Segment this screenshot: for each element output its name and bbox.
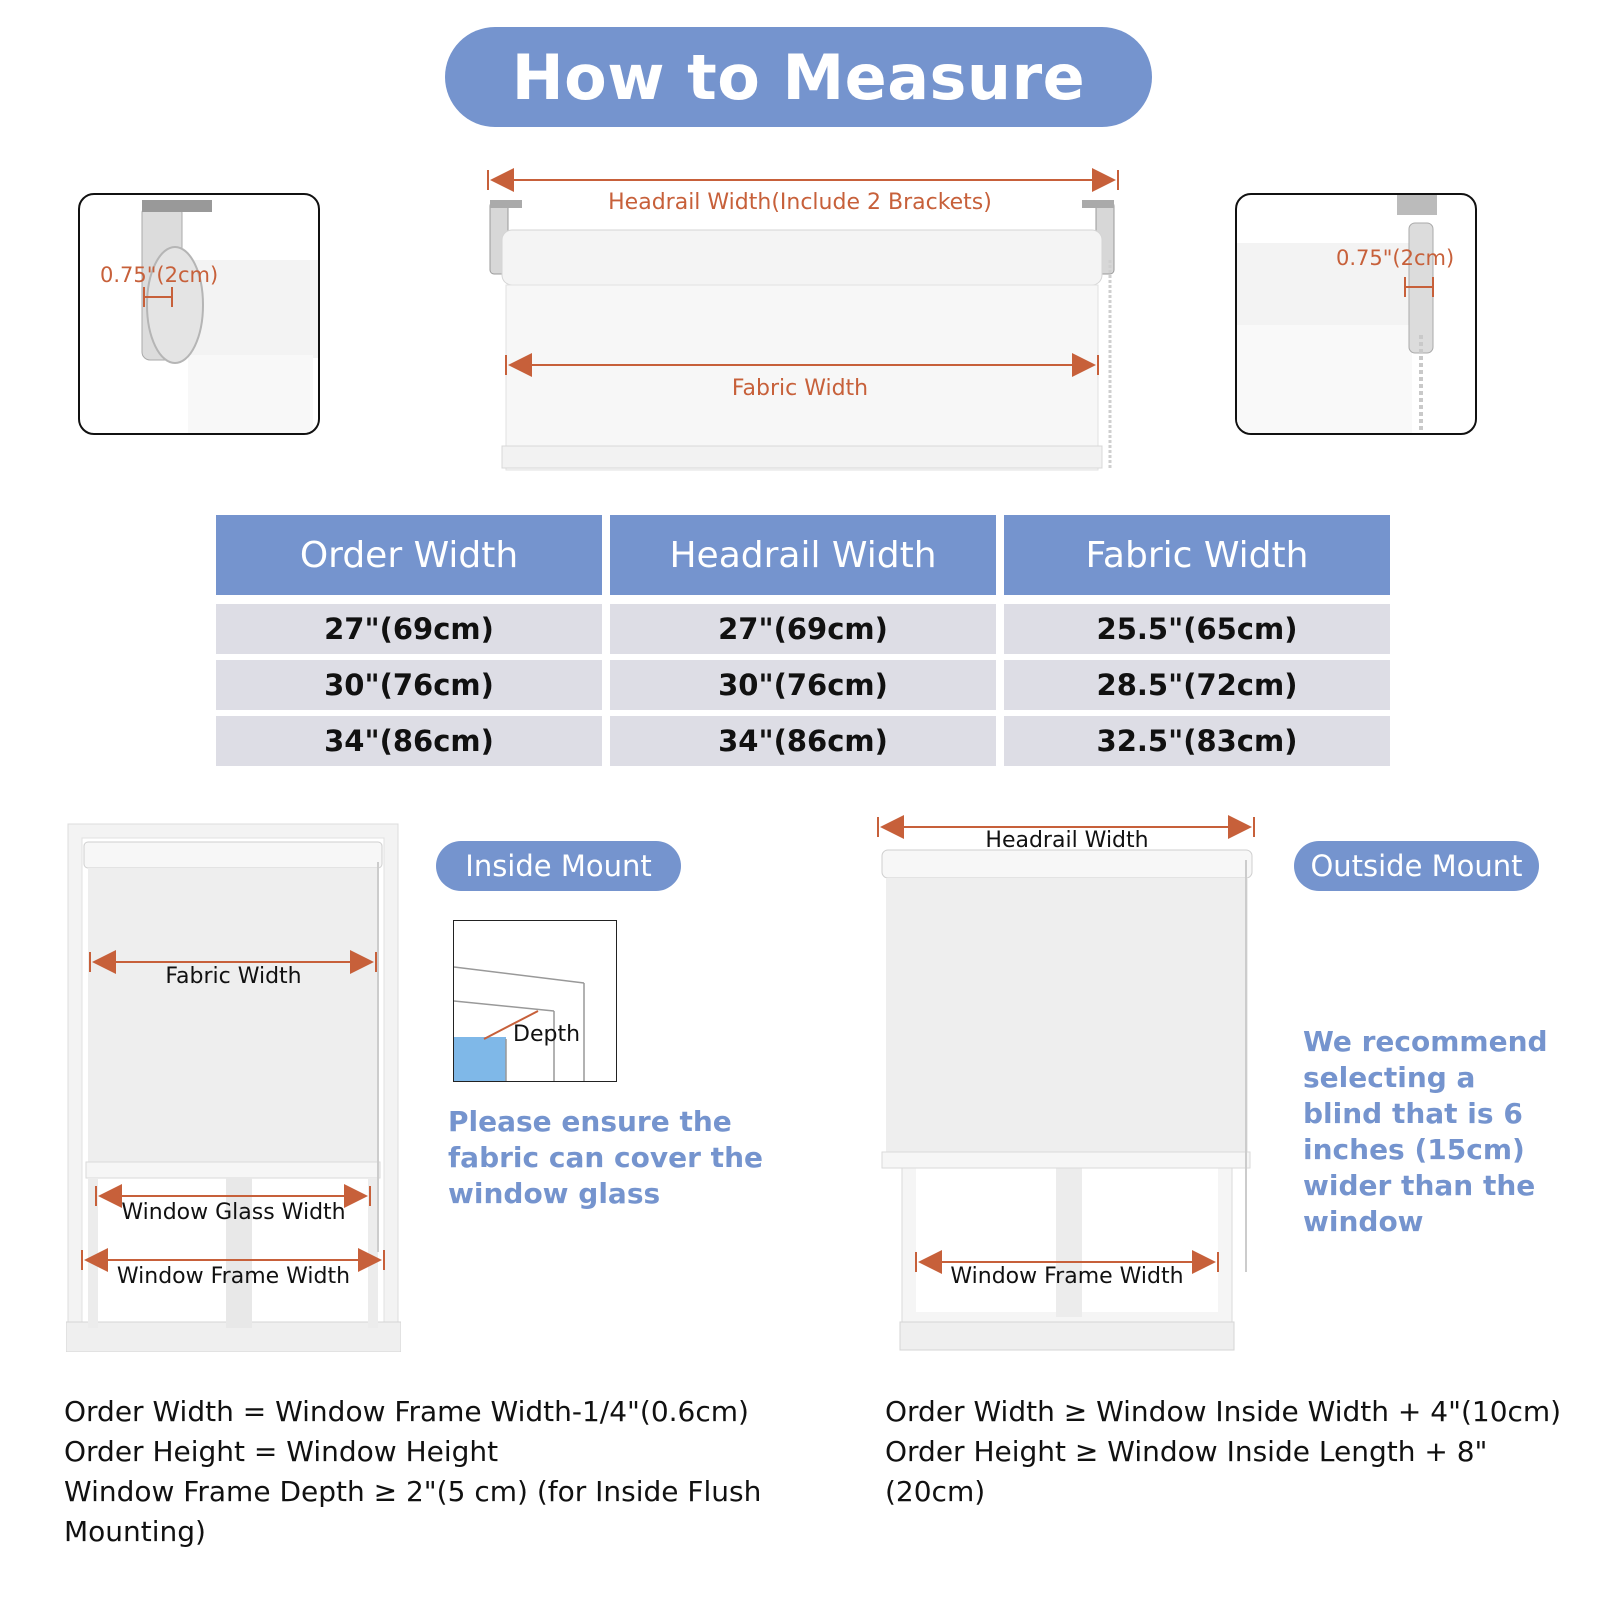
outside-mount-note: We recommend selecting a blind that is 6 inches (15cm) wider than the window bbox=[1303, 1025, 1548, 1238]
table-cell: 28.5"(72cm) bbox=[1004, 660, 1390, 710]
depth-detail bbox=[453, 920, 617, 1082]
outside-mount-formulas bbox=[885, 1392, 1585, 1512]
formula-line: Window Frame Depth ≥ 2"(5 cm) (for Inside Flush Mounting) bbox=[64, 1475, 762, 1548]
formula-line: Order Width = Window Frame Width-1/4"(0.6cm) bbox=[64, 1395, 749, 1428]
table-header-fabric-width: Fabric Width bbox=[1004, 515, 1390, 595]
inside-mount-note: Please ensure the fabric can cover the window glass bbox=[448, 1105, 763, 1210]
inside-window-frame-width-label: Window Frame Width bbox=[116, 1264, 351, 1289]
headrail-width-label: Headrail Width(Include 2 Brackets) bbox=[608, 190, 992, 215]
table-cell: 32.5"(83cm) bbox=[1004, 716, 1390, 766]
outside-headrail-width-label: Headrail Width bbox=[985, 828, 1149, 853]
fabric-width-label: Fabric Width bbox=[731, 376, 869, 401]
left-bracket-detail bbox=[78, 193, 320, 435]
table-cell: 30"(76cm) bbox=[216, 660, 602, 710]
inside-mount-formulas bbox=[64, 1392, 784, 1552]
table-cell: 34"(86cm) bbox=[216, 716, 602, 766]
formula-line: Order Height ≥ Window Inside Length + 8"(20cm) bbox=[885, 1435, 1488, 1508]
table-cell: 25.5"(65cm) bbox=[1004, 604, 1390, 654]
right-detail-label: 0.75"(2cm) bbox=[1336, 246, 1455, 270]
right-bracket-detail bbox=[1235, 193, 1477, 435]
table-header-headrail-width: Headrail Width bbox=[610, 515, 996, 595]
left-detail-label: 0.75"(2cm) bbox=[100, 263, 219, 287]
formula-line: Order Width ≥ Window Inside Width + 4"(10cm) bbox=[885, 1395, 1562, 1428]
inside-mount-pill: Inside Mount bbox=[436, 841, 681, 891]
table-cell: 30"(76cm) bbox=[610, 660, 996, 710]
table-cell: 27"(69cm) bbox=[216, 604, 602, 654]
inside-fabric-width-label: Fabric Width bbox=[165, 964, 302, 989]
outside-mount-pill: Outside Mount bbox=[1294, 841, 1539, 891]
depth-label: Depth bbox=[513, 1022, 581, 1047]
formula-line: Order Height = Window Height bbox=[64, 1435, 499, 1468]
table-header-order-width: Order Width bbox=[216, 515, 602, 595]
window-glass-width-label: Window Glass Width bbox=[121, 1200, 346, 1225]
outside-window-frame-width-label: Window Frame Width bbox=[950, 1264, 1184, 1289]
table-cell: 27"(69cm) bbox=[610, 604, 996, 654]
page-title: How to Measure bbox=[445, 27, 1152, 127]
table-cell: 34"(86cm) bbox=[610, 716, 996, 766]
